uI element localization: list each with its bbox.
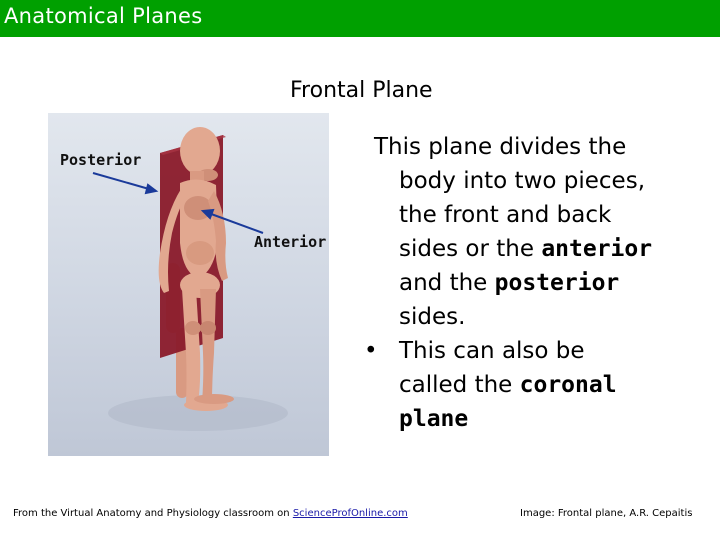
body-text [352, 130, 692, 436]
right-foot [194, 394, 234, 404]
slide-title: Anatomical Planes [4, 4, 203, 28]
paragraph-plane-description: This plane divides the body into two pieces, the front and back sides or the anterior and the posterior sides. [374, 134, 653, 330]
frontal-plane-figure [48, 113, 329, 456]
bullet-icon: • [364, 338, 378, 364]
bullet-coronal: • This can also be called the coronal plane [352, 334, 692, 436]
footer-source: From the Virtual Anatomy and Physiology classroom on ScienceProfOnline.com [13, 508, 408, 519]
source-link[interactable]: ScienceProfOnline.com [292, 508, 408, 519]
keyword-posterior: posterior [494, 270, 620, 296]
anterior-label: Anterior [254, 233, 327, 251]
posterior-label: Posterior [60, 151, 142, 169]
right-leg [200, 289, 216, 403]
keyword-anterior: anterior [541, 236, 653, 262]
keyword-coronal: coronal [519, 372, 617, 398]
footer-image-credit: Image: Frontal plane, A.R. Cepaitis [520, 508, 693, 519]
head [180, 127, 220, 175]
slide-heading: Frontal Plane [290, 78, 433, 103]
title-bar [0, 0, 720, 37]
